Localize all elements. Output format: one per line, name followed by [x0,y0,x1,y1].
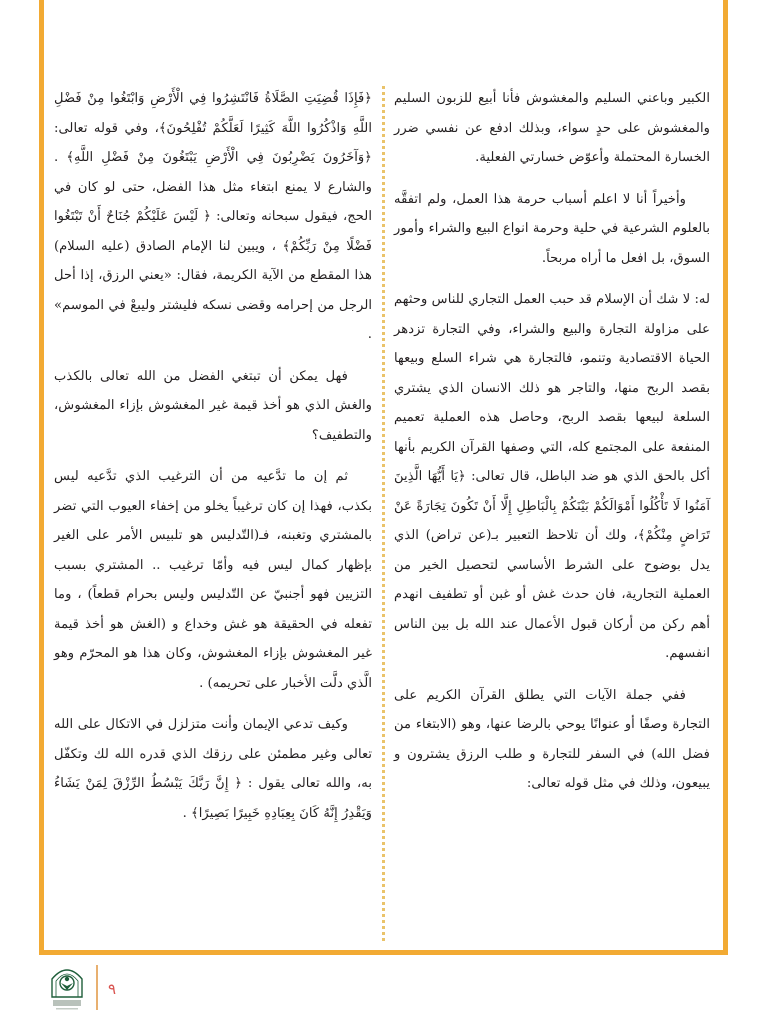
paragraph: الكبير وباعني السليم والمغشوش فأنا أبيع للزبون السليم والمغشوش على حدٍ سواء، وبذلك ادفع عن نفسي ضرر الخسارة المحتملة وأعوّض خسارتي الفعلية. [394,91,710,165]
column-divider [382,86,385,941]
paragraph: وكيف تدعي الإيمان وأنت متزلزل في الاتكال على الله تعالى وغير مطمئن على رزقك الذي قدره الله لك وتكفّل به، والله تعالى يقول : ﴿ إِنَّ رَبَّكَ يَبْسُطُ الرِّزْقَ لِمَنْ يَشَاءُ وَيَقْدِرُ إِنَّهُ كَانَ بِعِبَادِهِ خَبِيرًا بَصِيرًا﴾ . [54,717,372,821]
paragraph: وأخيراً أنا لا اعلم أسباب حرمة هذا العمل، ولم اتفقَّه بالعلوم الشرعية في حلية وحرمة انواع البيع والشراء وأمور السوق، بل افعل ما أراه مربحاً. [394,191,710,266]
paragraph: ثم إن ما تدَّعيه من أن الترغيب الذي تدَّعيه ليس بكذب، فهذا إن كان ترغيباً يخلو من إخفاء العيوب التي تضر بالمشتري وتغبنه، فـ(التّدليس هو تلبيس الأمر على الغير بإظهار كمال ليس فيه وأمّا ترغيب .. المشتري بسبب التزيين فهو أجنبيّ عن التّدليس وليس بحرام قطعاً) ، وما تفعله في الحقيقة هو غش وخداع و (الغش هو أخذ قيمة غير المغشوش بإزاء المغشوش، وكان هذا هو المحرّم وهو الَّذي دلَّت الأخبار على تحريمه) . [54,469,372,691]
logo-icon [48,963,86,1013]
paragraph: فهل يمكن أن تبتغي الفضل من الله تعالى بالكذب والغش الذي هو أخذ قيمة غير المغشوش بإزاء المغشوش، والتطفيف؟ [54,368,372,443]
left-text-column [54,84,372,840]
paragraph: ﴿فَإِذَا قُضِيَتِ الصَّلَاةُ فَانْتَشِرُوا فِي الْأَرْضِ وَابْتَغُوا مِنْ فَضْلِ اللَّهِ وَاذْكُرُوا اللَّهَ كَثِيرًا لَعَلَّكُمْ تُفْلِحُونَ﴾، وفي قوله تعالى: ﴿وَآخَرُونَ يَضْرِبُونَ فِي الْأَرْضِ يَبْتَغُونَ مِنْ فَضْلِ اللَّهِ﴾ . والشارع لا يمنع ابتغاء مثل هذا الفضل، حتى لو كان في الحج، فيقول سبحانه وتعالى: ﴿ لَيْسَ عَلَيْكُمْ جُنَاحٌ أَنْ تَبْتَغُوا فَضْلًا مِنْ رَبِّكُمْ﴾ ، ويبين لنا الإمام الصادق (عليه السلام) هذا المقطع من الآية الكريمة، فقال: «يعني الرزق، إذا أحل الرجل من إحرامه وقضى نسكه فليشتر وليبعْ في الموسم» . [54,91,372,342]
page-number: ٩ [108,980,117,998]
paragraph: له: لا شك أن الإسلام قد حبب العمل التجاري للناس وحثهم على مزاولة التجارة والبيع والشراء، وفي التجارة تزدهر الحياة الاقتصادية وتنمو، فالتجارة هي شراء السلع وبيعها بقصد الربح منها، والتاجر هو ذلك الانسان الذي يشتري السلعة لبيعها بقصد الربح، وحاصل هذه العملية تعميم المنفعة على المجتمع كله، التي وصفها القرآن الكريم بأنها أكل بالحق الذي هو ضد الباطل، قال تعالى: ﴿يَا أَيُّهَا الَّذِينَ آمَنُوا لَا تَأْكُلُوا أَمْوَالَكُمْ بَيْنَكُمْ بِالْبَاطِلِ إِلَّا أَنْ تَكُونَ تِجَارَةً عَنْ تَرَاضٍ مِنْكُمْ﴾، ولك أن تلاحظ التعبير بـ(عن تراض) الذي يدل بوضوح على الشرط الأساسي لتحصيل الخير من العملية التجارية، فان حدث غش أو غبن أو تطفيف انهدم أهم ركن من أركان قبول الأعمال عند الله بل بين الناس انفسهم. [394,292,710,661]
paragraph: ففي جملة الآيات التي يطلق القرآن الكريم على التجارة وصفًا أو عنوانًا يوحي بالرضا عنها، وهو (الابتغاء من فضل الله) في السفر للتجارة و طلب الرزق يشترون و يبيعون، وذلك في مثل قوله تعالى: [394,687,710,791]
right-text-column [394,84,710,811]
footer-separator [96,965,98,1010]
